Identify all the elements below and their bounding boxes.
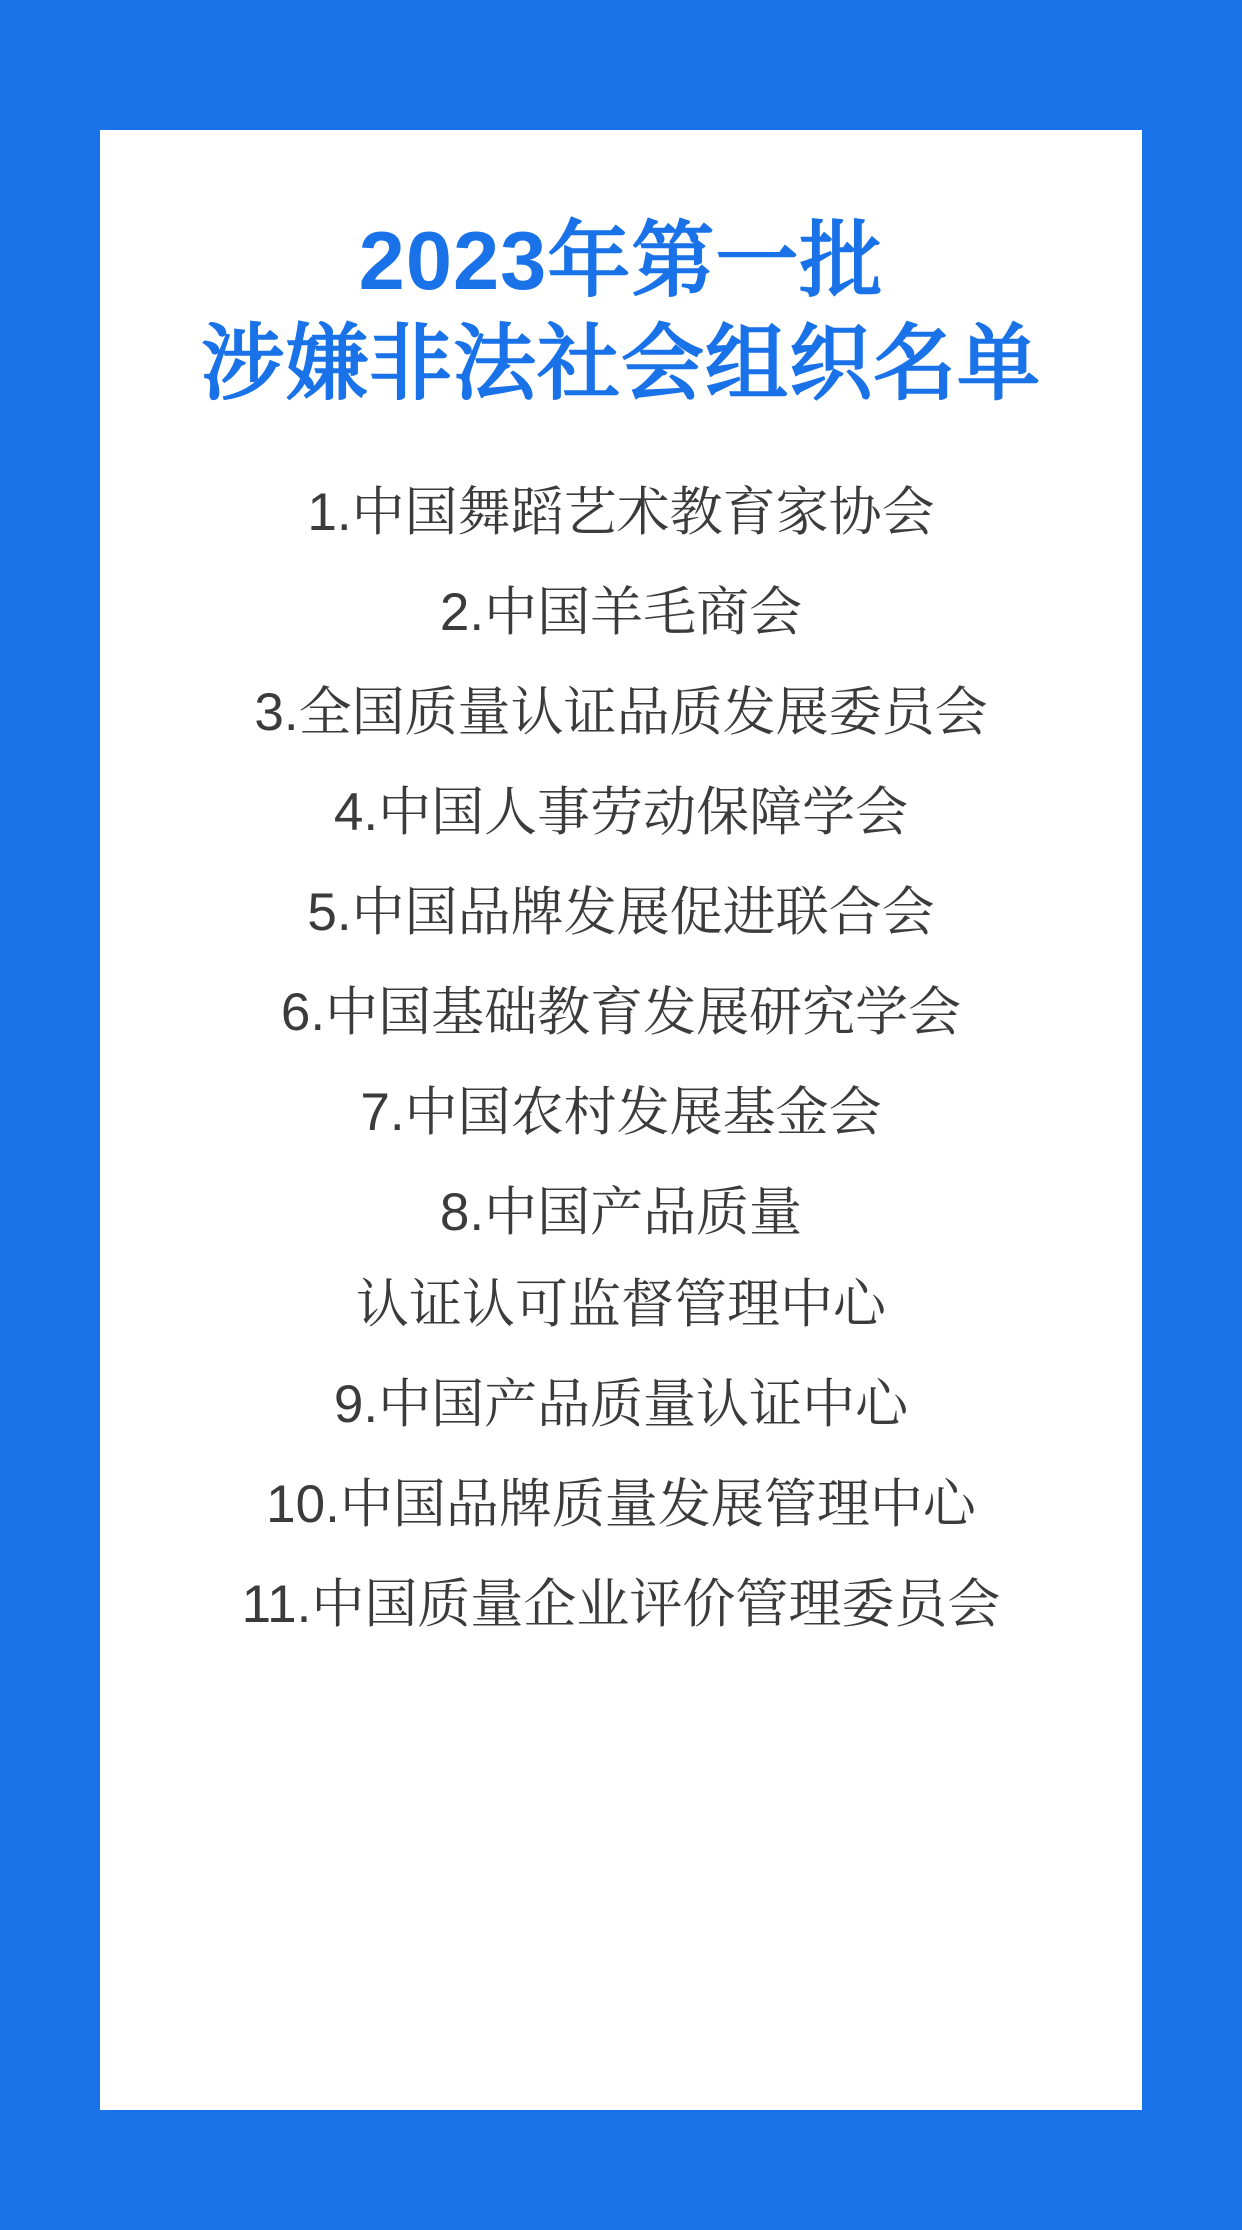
content-card	[100, 130, 1142, 2110]
list-item: 3.全国质量认证品质发展委员会	[254, 682, 988, 742]
list-item: 4.中国人事劳动保障学会	[333, 782, 909, 842]
list-item: 7.中国农村发展基金会	[360, 1082, 882, 1142]
list-item: 5.中国品牌发展促进联合会	[307, 882, 935, 942]
list-item: 11.中国质量企业评价管理委员会	[241, 1574, 1001, 1634]
list-item: 2.中国羊毛商会	[439, 582, 803, 642]
list-item: 8.中国产品质量	[439, 1182, 803, 1242]
list-item: 9.中国产品质量认证中心	[333, 1374, 909, 1434]
list-item: 1.中国舞蹈艺术教育家协会	[307, 482, 935, 542]
list-item: 6.中国基础教育发展研究学会	[280, 982, 962, 1042]
page-title	[100, 210, 1142, 416]
list-item: 10.中国品牌质量发展管理中心	[266, 1474, 976, 1534]
title-line-2: 涉嫌非法社会组织名单	[201, 316, 1041, 410]
list-item-continuation: 认证认可监督管理中心	[356, 1274, 886, 1334]
title-line-1: 2023年第一批	[358, 214, 884, 307]
organization-list	[100, 482, 1142, 1678]
